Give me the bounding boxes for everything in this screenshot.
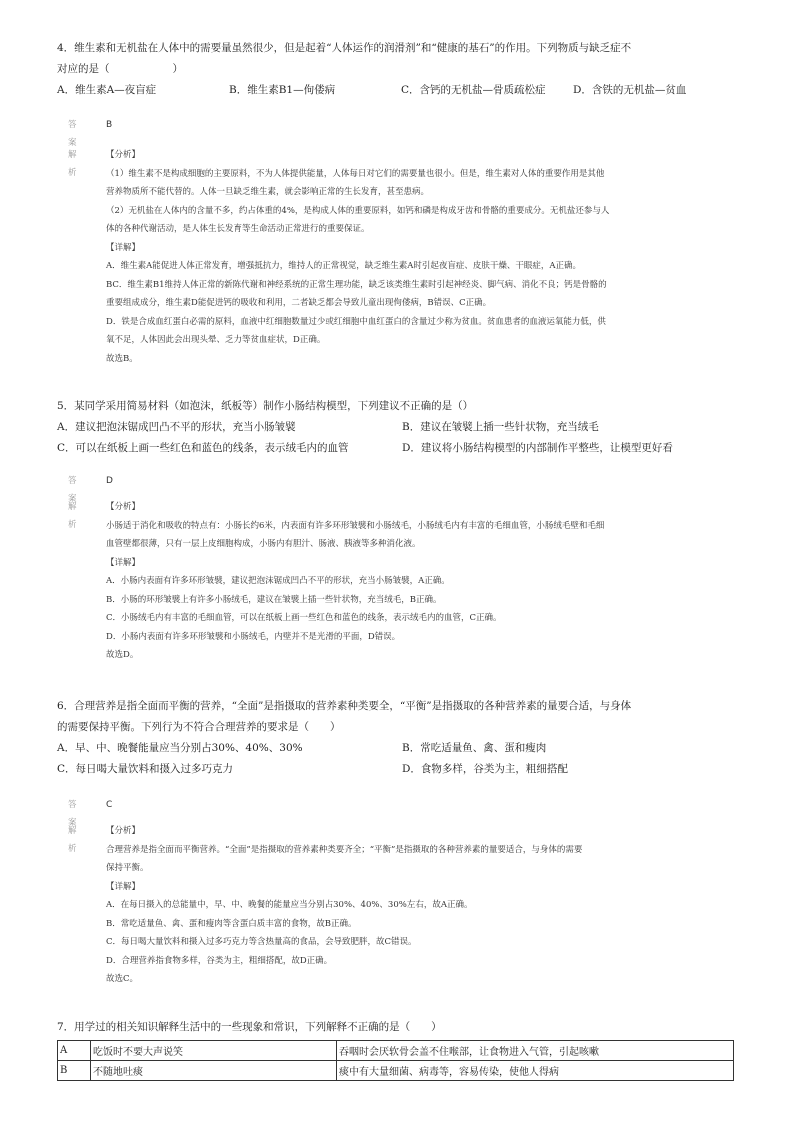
question-6-analysis <box>106 822 758 989</box>
analysis-line: 氧不足，人体因此会出现头晕、乏力等贫血症状，D正确。 <box>106 335 326 345</box>
question-6-stem-line-2: 的需要保持平衡。下列行为不符合合理营养的要求是（ ） <box>57 721 341 733</box>
analysis-line: C．每日喝大量饮料和摄入过多巧克力等含热量高的食品，会导致肥胖，故C错误。 <box>106 937 417 947</box>
question-7 <box>57 1017 747 1038</box>
option-a: A．维生素A—夜盲症 <box>57 84 157 96</box>
question-5-analysis <box>106 498 758 665</box>
analysis-line: 【详解】 <box>106 557 141 568</box>
question-4-stem-line-2: 对应的是（ ） <box>57 63 183 75</box>
analysis-line: B．小肠的环形皱襞上有许多小肠绒毛，建议在皱襞上插一些针状物，充当绒毛，B正确。 <box>106 594 442 605</box>
analysis-line: 【分析】 <box>106 502 141 512</box>
option-d: D．食物多样，谷类为主，粗细搭配 <box>402 763 568 775</box>
option-c: C．含钙的无机盐—骨质疏松症 <box>401 84 546 96</box>
analysis-line: 【分析】 <box>106 150 141 160</box>
question-6-stem-line-1: 6．合理营养是指全面而平衡的营养，“全面”是指摄取的营养素种类要全，“平衡”是指摄取的各种营养素的量要合适，与身体 <box>57 700 632 712</box>
table-cell: 吞咽时会厌软骨会盖不住喉部，让食物进入气管，引起咳嗽 <box>337 1041 734 1061</box>
answer-label: 答案 <box>68 120 77 148</box>
analysis-line: 故选D。 <box>106 650 139 660</box>
option-b: B．维生素B1—佝偻病 <box>229 84 336 96</box>
question-7-stem: 7．用学过的相关知识解释生活中的一些现象和常识，下列解释不正确的是（ ） <box>57 1021 442 1033</box>
analysis-line: BC．维生素B1维持人体正常的新陈代谢和神经系统的正常生理功能，缺乏该类维生素时引起神经炎、脚气病、消化不良；钙是骨骼的 <box>106 279 607 290</box>
analysis-line: 小肠适于消化和吸收的特点有：小肠长约6米，内表面有许多环形皱襞和小肠绒毛，小肠绒毛内有丰富的毛细血管，小肠绒毛壁和毛细 <box>106 520 605 531</box>
table-cell: B <box>58 1061 91 1081</box>
table-cell: A <box>58 1041 91 1061</box>
question-5-stem: 5．某同学采用简易材料（如泡沫，纸板等）制作小肠结构模型，下列建议不正确的是（） <box>57 400 474 412</box>
table-row <box>58 1061 734 1081</box>
option-d: D．含铁的无机盐—贫血 <box>573 84 687 96</box>
question-5-options <box>57 417 747 459</box>
analysis-line: 营养物质所不能代替的。人体一旦缺乏维生素，就会影响正常的生长发育，甚至患病。 <box>106 187 430 197</box>
question-6-options <box>57 738 747 780</box>
analysis-line: 血管壁都很薄，只有一层上皮细胞构成，小肠内有胆汁、肠液、胰液等多种消化液。 <box>106 539 421 549</box>
table-cell: 不随地吐痰 <box>91 1061 337 1081</box>
option-a: A．建议把泡沫锯成凹凸不平的形状，充当小肠皱襞 <box>57 421 296 433</box>
analysis-line: A．维生素A能促进人体正常发育，增强抵抗力，维持人的正常视觉，缺乏维生素A时引起夜盲症、皮肤干燥、干眼症，A正确。 <box>106 261 582 271</box>
analysis-line: B．常吃适量鱼、禽、蛋和瘦肉等含蛋白质丰富的食物，故B正确。 <box>106 918 357 929</box>
analysis-line: 【分析】 <box>106 826 141 836</box>
option-c: C．每日喝大量饮料和摄入过多巧克力 <box>57 763 234 775</box>
question-4 <box>57 38 747 101</box>
analysis-line: 保持平衡。 <box>106 863 149 873</box>
analysis-line: A．小肠内表面有许多环形皱襞，建议把泡沫锯成凹凸不平的形状，充当小肠皱襞，A正确。 <box>106 576 450 586</box>
analysis-line: 故选C。 <box>106 974 139 984</box>
answer-label: 答案 <box>68 476 77 504</box>
option-d: D．建议将小肠结构模型的内部制作平整些，让模型更好看 <box>402 442 673 454</box>
analysis-line: （1）维生素不是构成细胞的主要原料，不为人体提供能量，人体每日对它们的需要量也很小。但是，维生素对人体的重要作用是其他 <box>106 168 605 179</box>
question-5 <box>57 396 747 459</box>
answer-label: 答案 <box>68 800 77 828</box>
analysis-line: 【详解】 <box>106 881 141 892</box>
answer-value: D <box>106 476 113 486</box>
question-4-stem-line-1: 4．维生素和无机盐在人体中的需要量虽然很少，但是起着“人体运作的润滑剂”和“健康的基石”的作用。下列物质与缺乏症不 <box>57 42 632 54</box>
analysis-line: D．小肠内表面有许多环形皱襞和小肠绒毛，内壁并不是光滑的平面，D错误。 <box>106 631 401 642</box>
option-a: A．早、中、晚餐能量应当分别占30%、40%、30% <box>57 742 303 754</box>
analysis-line: 【详解】 <box>106 242 141 253</box>
option-b: B．建议在皱襞上插一些针状物，充当绒毛 <box>402 421 599 433</box>
answer-value: B <box>106 120 113 130</box>
question-6 <box>57 696 747 780</box>
analysis-line: 故选B。 <box>106 353 138 364</box>
table-row <box>58 1041 734 1061</box>
table-cell: 吃饭时不要大声说笑 <box>91 1041 337 1061</box>
analysis-line: C．小肠绒毛内有丰富的毛细血管，可以在纸板上画一些红色和蓝色的线条，表示绒毛内的血管，C正确。 <box>106 613 502 623</box>
analysis-label: 解析 <box>68 502 77 530</box>
question-4-options <box>57 80 747 101</box>
table-cell: 痰中有大量细菌、病毒等，容易传染，使他人得病 <box>337 1061 734 1081</box>
analysis-line: A．在每日摄入的总能量中，早、中、晚餐的能量应当分别占30%、40%、30%左右，故A正确。 <box>106 900 473 910</box>
question-7-table <box>57 1040 734 1081</box>
analysis-label: 解析 <box>68 150 77 178</box>
analysis-line: 合理营养是指全面而平衡营养。“全面”是指摄取的营养素种类要齐全；“平衡”是指摄取的各种营养素的量要适合，与身体的需要 <box>106 844 583 855</box>
answer-value: C <box>106 800 113 810</box>
option-b: B．常吃适量鱼、禽、蛋和瘦肉 <box>402 742 547 754</box>
question-4-analysis <box>106 146 758 368</box>
analysis-line: （2）无机盐在人体内的含量不多，约占体重的4%，是构成人体的重要原料，如钙和磷是构成牙齿和骨骼的重要成分。无机盐还参与人 <box>106 205 610 216</box>
option-c: C．可以在纸板上画一些红色和蓝色的线条，表示绒毛内的血管 <box>57 442 349 454</box>
analysis-line: D．合理营养指食物多样，谷类为主，粗细搭配，故D正确。 <box>106 955 333 966</box>
analysis-line: D．铁是合成血红蛋白必需的原料，血液中红细胞数量过少或红细胞中血红蛋白的含量过少称为贫血。贫血患者的血液运氧能力低，供 <box>106 316 606 327</box>
analysis-label: 解析 <box>68 826 77 854</box>
analysis-line: 体的各种代谢活动，是人体生长发育等生命活动正常进行的重要保证。 <box>106 224 370 234</box>
analysis-line: 重要组成成分，维生素D能促进钙的吸收和利用，二者缺乏都会导致儿童出现佝偻病，B错误、C正确。 <box>106 298 492 308</box>
